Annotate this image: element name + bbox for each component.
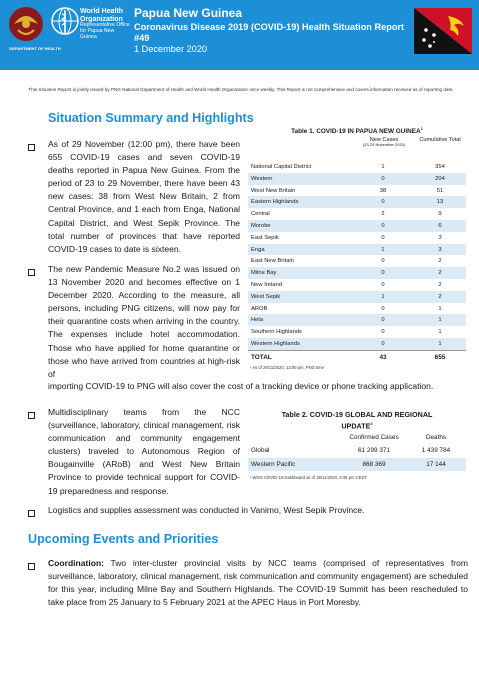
- table1-total-label: TOTAL: [251, 354, 272, 361]
- events-coordination-label: Coordination:: [48, 558, 105, 568]
- province-name: Southern Highlands: [251, 329, 302, 336]
- table-row: [248, 220, 466, 232]
- table2-col-cases: Confirmed Cases: [349, 434, 399, 441]
- title-report: Coronavirus Disease 2019 (COVID-19) Health Situation Report: [134, 22, 405, 32]
- table1-total-new: 43: [379, 354, 387, 361]
- province-name: Eastern Highlands: [251, 199, 299, 206]
- cumulative-total: 6: [438, 223, 442, 229]
- confirmed-cases: 61 299 371: [358, 447, 390, 454]
- table1-title: [248, 126, 466, 135]
- table-row: [248, 244, 466, 256]
- table1-footnote: ¹ As of 29/11/2020, 12:00 pm, PNG time: [250, 365, 324, 370]
- summary-bullet-3: Multidisciplinary teams from the NCC (surveillance, laboratory, clinical management, risk communication and community engagement clusters) traveled to Autonomous Region of Bougainville (ARoB) and West New Britain Province to provide technical support for COVID-19 preparedness and response.: [48, 407, 240, 496]
- table2-title-line1: Table 2. COVID-19 GLOBAL AND REGIONAL: [281, 410, 433, 419]
- province-name: Central: [251, 211, 270, 218]
- cumulative-total: 13: [436, 199, 444, 206]
- events-coordination: [48, 557, 468, 609]
- events-coordination-text: Two inter-cluster provincial visits by NCC teams (comprised of representatives from surveillance, laboratory, clinical management, risk communication and community engagement) are scheduled for this year, including Milne Bay and Southern Highlands. The COVID-19 Summit has been rescheduled to take place from 25 January to 5 February 2021 at the APEC Haus in Port Moresby.: [48, 558, 468, 608]
- table-row: [248, 185, 466, 197]
- deaths: 17 144: [426, 461, 446, 468]
- deaths: 1 439 784: [421, 447, 451, 454]
- header-banner: [0, 0, 479, 70]
- table1-col-cumulative: Cumulative Total: [419, 137, 461, 143]
- checkbox-bullet-icon: [28, 510, 35, 517]
- province-name: Enga: [251, 246, 265, 253]
- new-cases: 0: [381, 329, 385, 336]
- confirmed-cases: 868 369: [362, 461, 386, 468]
- table1-col-new: [356, 137, 412, 148]
- table-row: [248, 314, 466, 326]
- cumulative-total: 1: [438, 341, 442, 347]
- summary-bullet-1: As of 29 November (12:00 pm), there have been 655 COVID-19 cases and seven COVID-19 deaths reported in Papua New Guinea. From the period of 23 to 29 November, there have been 43 new cases: 38 from West New Britain, 2 from Central Province, and 1 each from Enga, National Capital District, and West Sepik Province. The total number of provinces that have reported COVID-19 cases to date is sixteen.: [48, 139, 240, 254]
- new-cases: 2: [381, 211, 385, 218]
- summary-heading: Situation Summary and Highlights: [48, 111, 254, 125]
- cumulative-total: 51: [436, 187, 444, 194]
- province-name: East New Britain: [251, 258, 294, 265]
- cumulative-total: 3: [438, 234, 442, 241]
- summary-bullet-2: The new Pandemic Measure No.2 was issued on 13 November 2020 and becomes effective on 1 December 2020. According to the measure, all persons, including PNG citizens, will now pay for their quarantine costs when arriving in the country. The expenses include hotel accommodation. Those who have applied for home quarantine or those who have arrived from countries at high-risk of: [48, 264, 240, 379]
- disclaimer-text: This Situation Report is jointly issued by PNG National Department of Health and World Health Organization once weekly. This Report is not comprehensive and covers information received as of reporting date.: [28, 87, 454, 92]
- province-name: West Sepik: [251, 293, 281, 300]
- table1-total-cum: 655: [434, 354, 446, 361]
- summary-bullet-4: Logistics and supplies assessment was conducted in Vanimo, West Sepik Province.: [48, 505, 365, 515]
- province-name: National Capital District: [251, 164, 312, 170]
- new-cases: 1: [381, 246, 385, 253]
- new-cases: 0: [381, 175, 385, 182]
- title-date: 1 December 2020: [134, 44, 208, 54]
- table1-col-new-sub: (23-29 November 2020): [362, 142, 406, 148]
- province-name: AROB: [251, 305, 268, 312]
- table-row: [248, 255, 466, 267]
- new-cases: 0: [381, 341, 385, 347]
- table1-title-sup: 1: [420, 126, 423, 131]
- table1-total-row: [248, 350, 466, 362]
- cumulative-total: 1: [438, 305, 442, 312]
- table1-col-new-label: New Cases: [369, 137, 399, 143]
- cumulative-total: 1: [438, 329, 442, 336]
- table-row: [248, 338, 466, 350]
- cumulative-total: 2: [438, 270, 442, 277]
- province-name: Morobe: [251, 223, 271, 229]
- table-row: [248, 303, 466, 315]
- new-cases: 0: [381, 223, 385, 229]
- cumulative-total: 3: [438, 246, 442, 253]
- who-office: Representative Office for Papua New Guinea: [80, 22, 130, 40]
- table2-header-row: [248, 431, 466, 444]
- cumulative-total: 2: [438, 282, 442, 288]
- new-cases: 0: [381, 270, 385, 277]
- table-row: [248, 232, 466, 244]
- cumulative-total: 2: [438, 293, 442, 300]
- title-number: #49: [134, 33, 150, 43]
- table2-title-sup: 2: [370, 421, 373, 426]
- table-row: [248, 444, 466, 457]
- table-row: [248, 326, 466, 338]
- cumulative-total: 1: [438, 317, 442, 324]
- table2-title-line2: UPDATE: [341, 421, 371, 431]
- checkbox-bullet-icon: [28, 144, 35, 151]
- checkbox-bullet-icon: [28, 412, 35, 419]
- new-cases: 1: [381, 293, 385, 300]
- summary-bullet-2-cont: importing COVID-19 to PNG will also cover the cost of a tracking device or phone tracking application.: [48, 381, 434, 391]
- table2-title: [248, 410, 466, 430]
- table-row: [248, 173, 466, 185]
- new-cases: 0: [381, 317, 385, 324]
- who-name: World Health Organization: [80, 8, 124, 23]
- province-name: Western: [251, 175, 273, 182]
- checkbox-bullet-icon: [28, 269, 35, 276]
- title-country: Papua New Guinea: [134, 6, 243, 20]
- table-row: [248, 267, 466, 279]
- table-row: [248, 291, 466, 303]
- province-name: West New Britain: [251, 187, 296, 194]
- region-name: Western Pacific: [251, 461, 296, 468]
- province-name: East Sepik: [251, 234, 279, 241]
- table2-footnote: ² WHO COVID-19 Dashboard as of 29/11/2020, 3:46 pm CEST: [250, 475, 367, 480]
- doh-label: DEPARTMENT OF HEALTH: [9, 46, 61, 51]
- region-name: Global: [251, 447, 270, 454]
- new-cases: 0: [381, 234, 385, 241]
- report-title-block: [134, 6, 404, 54]
- events-heading: Upcoming Events and Priorities: [28, 532, 219, 546]
- table-row: [248, 279, 466, 291]
- checkbox-bullet-icon: [28, 563, 35, 570]
- province-name: Western Highlands: [251, 341, 300, 347]
- cumulative-total: 9: [438, 211, 442, 218]
- new-cases: 0: [381, 199, 385, 206]
- new-cases: 0: [381, 258, 385, 265]
- new-cases: 0: [381, 305, 385, 312]
- province-name: Hela: [251, 317, 263, 324]
- new-cases: 38: [379, 187, 387, 194]
- cumulative-total: 204: [435, 175, 445, 182]
- new-cases: 1: [381, 164, 385, 170]
- table-row: [248, 458, 466, 471]
- table-row: [248, 196, 466, 208]
- table1-title-text: Table 1. COVID-19 IN PAPUA NEW GUINEA: [291, 128, 421, 136]
- cumulative-total: 2: [438, 258, 442, 265]
- table-row: [248, 208, 466, 220]
- cumulative-total: 354: [435, 164, 445, 170]
- table-row: [248, 161, 466, 173]
- province-name: Milne Bay: [251, 270, 277, 277]
- png-coat-of-arms-icon: [4, 4, 48, 48]
- who-emblem-icon: [50, 6, 80, 36]
- province-name: New Ireland: [251, 282, 282, 288]
- png-flag-icon: [414, 8, 472, 54]
- table2-col-deaths: Deaths: [425, 434, 447, 441]
- new-cases: 0: [381, 282, 385, 288]
- who-label: [80, 8, 130, 41]
